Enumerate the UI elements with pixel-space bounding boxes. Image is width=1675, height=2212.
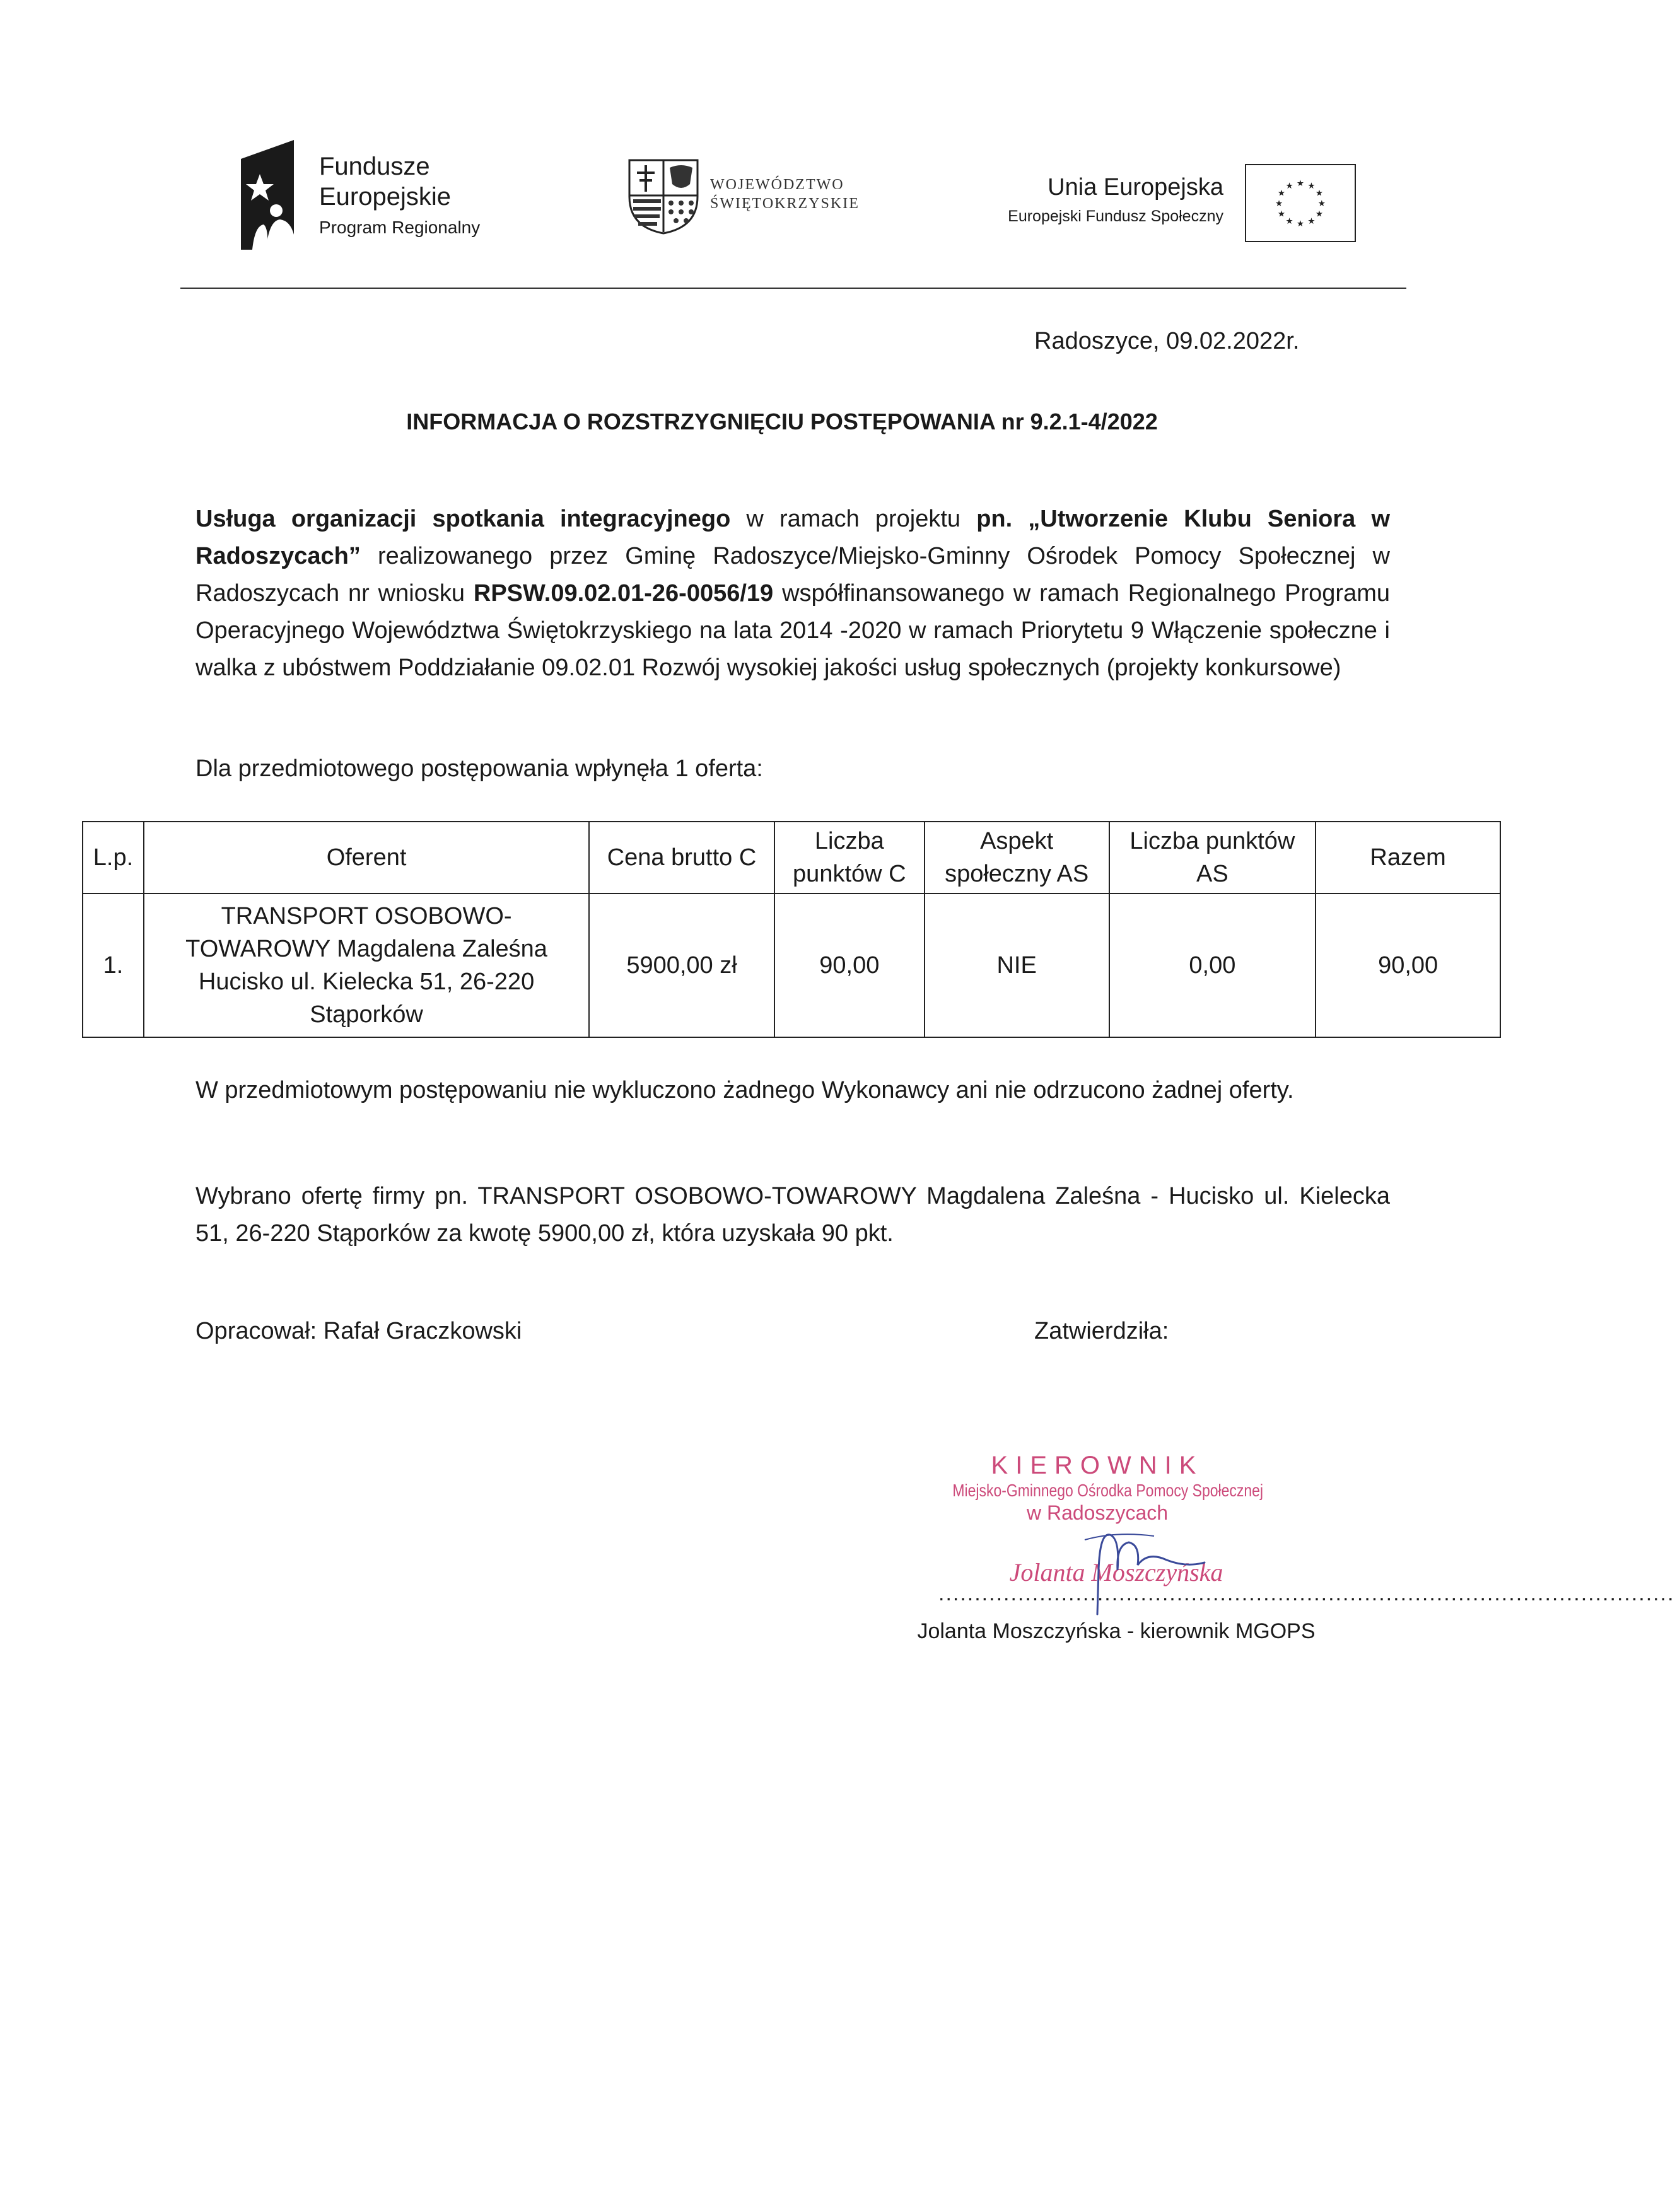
signature-caption: Jolanta Moszczyńska - kierownik MGOPS [917, 1619, 1316, 1643]
svg-text:★: ★ [1277, 209, 1286, 219]
wojewodztwo-crest-icon [628, 159, 699, 235]
ue-line2: Europejski Fundusz Społeczny [1008, 207, 1223, 225]
header-aspekt-spoleczny: Aspekt społeczny AS [925, 822, 1109, 894]
cell-aspekt-spoleczny: NIE [925, 894, 1109, 1037]
no-exclusion-paragraph: W przedmiotowym postępowaniu nie wykluczono żadnego Wykonawcy ani nie odrzucono żadnej oferty. [196, 1077, 1294, 1103]
intro-bold-application-number: RPSW.09.02.01-26-0056/19 [473, 580, 774, 607]
header-razem: Razem [1316, 822, 1500, 894]
header-cena-brutto: Cena brutto C [589, 822, 774, 894]
document-title: INFORMACJA O ROZSTRZYGNIĘCIU POSTĘPOWANIA nr 9.2.1-4/2022 [406, 409, 1158, 434]
cell-liczba-punktow-as: 0,00 [1109, 894, 1316, 1037]
ws-line2: ŚWIĘTOKRZYSKIE [710, 195, 860, 212]
header-liczba-punktow-as: Liczba punktów AS [1109, 822, 1316, 894]
stamp-line2: Miejsko-Gminnego Ośrodka Pomocy Społecznej [952, 1481, 1263, 1500]
ue-line1: Unia Europejska [1048, 174, 1223, 201]
ws-line1: WOJEWÓDZTWO [710, 177, 844, 193]
offers-intro: Dla przedmiotowego postępowania wpłynęła 1 oferta: [196, 755, 763, 782]
stamp-line3: w Radoszycach [1026, 1501, 1169, 1525]
eu-flag-icon [1245, 164, 1356, 242]
offers-table [82, 821, 1501, 1038]
intro-text-2: realizowanego przez Gminę Radoszyce/Miejsko-Gminny Ośrodek Pomocy Społecznej w Radoszycach nr wniosku [196, 543, 1390, 607]
svg-text:★: ★ [1315, 209, 1324, 219]
table-header-row [83, 822, 1500, 894]
svg-text:★: ★ [1285, 216, 1293, 226]
svg-text:★: ★ [1296, 178, 1305, 189]
table-row [83, 894, 1500, 1037]
header-divider [180, 288, 1406, 289]
fe-line1: Fundusze [319, 153, 430, 180]
approved-by: Zatwierdziła: [1034, 1318, 1169, 1344]
fe-line2: Europejskie [319, 183, 452, 211]
wojewodztwo-text [710, 175, 860, 213]
stamp-line1: KIEROWNIK [991, 1452, 1204, 1479]
intro-bold-project: pn. „Utworzenie Klubu Seniora w Radoszycach” [196, 506, 1390, 569]
intro-text-3: współfinansowanego w ramach Regionalnego Programu Operacyjnego Województwa Świętokrzyskiego na lata 2014 -2020 w ramach Priorytetu 9 Włączenie społeczne i walka z ubóstwem Poddziałanie 09.02.01 Rozwój wysokiej jakości usług społecznych (projekty konkursowe) [196, 580, 1390, 681]
fundusze-europejskie-logo-icon [241, 140, 294, 250]
svg-text:★: ★ [1285, 180, 1293, 191]
intro-bold-service: Usługa organizacji spotkania integracyjnego [196, 506, 731, 532]
cell-liczba-punktow-c: 90,00 [774, 894, 925, 1037]
cell-lp: 1. [83, 894, 144, 1037]
document-date: Radoszyce, 09.02.2022r. [1034, 328, 1300, 354]
header-lp: L.p. [83, 822, 144, 894]
cell-oferent: TRANSPORT OSOBOWO-TOWAROWY Magdalena Zaleśna Hucisko ul. Kielecka 51, 26-220 Stąporków [144, 894, 589, 1037]
header-oferent: Oferent [144, 822, 589, 894]
svg-text:★: ★ [1277, 188, 1286, 199]
svg-text:★: ★ [1307, 216, 1316, 226]
fundusze-europejskie-text [319, 151, 480, 238]
intro-paragraph [196, 501, 1390, 687]
header-liczba-punktow-c: Liczba punktów C [774, 822, 925, 894]
cell-cena-brutto: 5900,00 zł [589, 894, 774, 1037]
stamp-name: Jolanta Moszczyńska [1009, 1558, 1223, 1586]
signature-line: ...................................................................................................... [938, 1581, 1675, 1605]
intro-text-1: w ramach projektu [730, 506, 977, 532]
svg-text:★: ★ [1275, 198, 1283, 209]
svg-text:★: ★ [1317, 198, 1326, 209]
svg-text:★: ★ [1307, 180, 1316, 191]
cell-razem: 90,00 [1316, 894, 1500, 1037]
unia-europejska-text [914, 174, 1223, 226]
svg-text:★: ★ [1315, 188, 1324, 199]
selected-offer-paragraph: Wybrano ofertę firmy pn. TRANSPORT OSOBOWO-TOWAROWY Magdalena Zaleśna - Hucisko ul. Kielecka 51, 26-220 Stąporków za kwotę 5900,00 zł, która uzyskała 90 pkt. [196, 1183, 1390, 1247]
prepared-by: Opracował: Rafał Graczkowski [196, 1318, 522, 1344]
fe-line3: Program Regionalny [319, 218, 481, 237]
svg-text:★: ★ [1296, 218, 1305, 229]
